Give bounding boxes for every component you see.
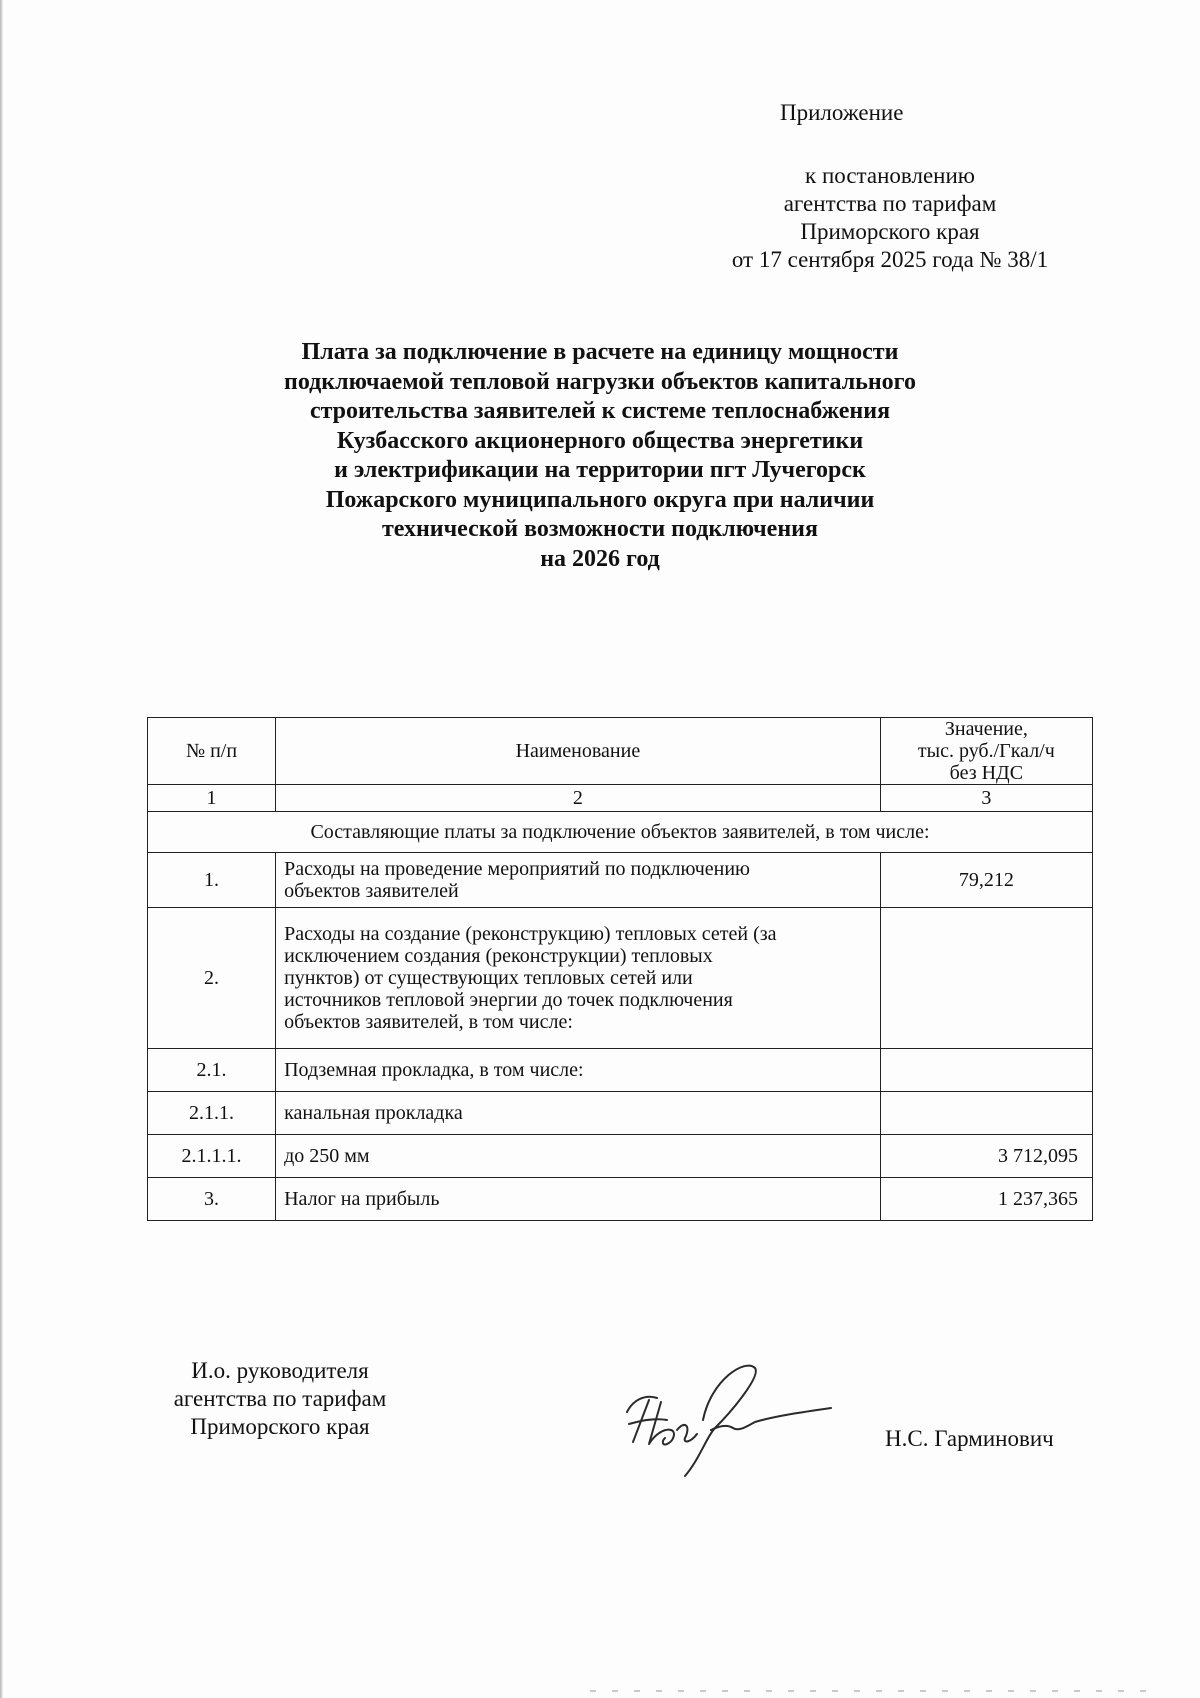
row-name [276, 853, 881, 908]
title-line: технической возможности подключения [382, 516, 818, 542]
row-value: 79,212 [880, 853, 1092, 908]
header-value-line: тыс. руб./Гкал/ч [917, 740, 1055, 762]
title-line: и электрификации на территории пгт Лучегорск [334, 457, 866, 483]
appendix-line: от 17 сентября 2025 года № 38/1 [731, 247, 1049, 272]
row-value [880, 1049, 1092, 1092]
column-number: 2 [276, 785, 881, 812]
title-line: Плата за подключение в расчете на единицу мощности [301, 339, 899, 365]
scan-edge [0, 0, 3, 1698]
signatory-role [140, 1357, 420, 1441]
table-row [148, 1049, 1093, 1092]
row-name [276, 908, 881, 1049]
column-number: 3 [880, 785, 1092, 812]
header-value-line: без НДС [949, 762, 1024, 784]
row-number: 2.1. [148, 1049, 276, 1092]
row-number: 2.1.1. [148, 1092, 276, 1135]
column-number-row [148, 785, 1093, 812]
table-row [148, 853, 1093, 908]
header-name: Наименование [276, 718, 881, 785]
tariff-table [147, 717, 1093, 1221]
title-line: строительства заявителей к системе теплоснабжения [309, 398, 891, 424]
row-value: 3 712,095 [880, 1135, 1092, 1178]
signatory-role-line: Приморского края [190, 1414, 370, 1439]
title-line: подключаемой тепловой нагрузки объектов капитального [284, 368, 916, 395]
signatory-role-line: И.о. руководителя [191, 1358, 369, 1383]
row-value: 1 237,365 [880, 1178, 1092, 1221]
section-row [148, 812, 1093, 853]
scan-artifact [590, 1690, 1150, 1692]
row-name-line: Расходы на проведение мероприятий по подключению [284, 858, 750, 880]
table-row [148, 1178, 1093, 1221]
row-name-line: источников тепловой энергии до точек подключения [284, 989, 733, 1011]
row-value [880, 1092, 1092, 1135]
title-line: Пожарского муниципального округа при наличии [325, 486, 875, 513]
table-header-row [148, 718, 1093, 785]
row-number: 3. [148, 1178, 276, 1221]
row-name-line: пунктов) от существующих тепловых сетей или [284, 967, 693, 989]
row-number: 1. [148, 853, 276, 908]
signatory-name: Н.С. Гарминович [885, 1426, 1054, 1451]
appendix-line: агентства по тарифам [783, 191, 997, 216]
title-line: на 2026 год [540, 545, 660, 572]
row-name: канальная прокладка [276, 1092, 881, 1135]
row-name: Налог на прибыль [276, 1178, 881, 1221]
table-row [148, 908, 1093, 1049]
row-number: 2.1.1.1. [148, 1135, 276, 1178]
table-row [148, 1092, 1093, 1135]
title-line: Кузбасского акционерного общества энергетики [336, 427, 864, 454]
document-title [190, 338, 1010, 574]
row-name-line: исключением создания (реконструкции) тепловых [284, 945, 713, 967]
handwritten-signature [615, 1350, 835, 1480]
row-name-line: Расходы на создание (реконструкцию) тепловых сетей (за [284, 923, 777, 945]
header-number: № п/п [148, 718, 276, 785]
row-name: до 250 мм [276, 1135, 881, 1178]
column-number: 1 [148, 785, 276, 812]
appendix-line: к постановлению [805, 163, 975, 188]
header-value-line: Значение, [944, 718, 1028, 740]
signatory-role-line: агентства по тарифам [173, 1386, 387, 1411]
header-value [880, 718, 1092, 785]
row-value [880, 908, 1092, 1049]
appendix-title: Приложение [780, 100, 904, 125]
appendix-reference [700, 162, 1080, 274]
row-name-line: объектов заявителей [284, 880, 459, 902]
row-number: 2. [148, 908, 276, 1049]
row-name-line: объектов заявителей, в том числе: [284, 1011, 573, 1033]
section-label: Составляющие платы за подключение объектов заявителей, в том числе: [148, 812, 1093, 853]
row-name: Подземная прокладка, в том числе: [276, 1049, 881, 1092]
table-row [148, 1135, 1093, 1178]
appendix-line: Приморского края [800, 219, 980, 244]
